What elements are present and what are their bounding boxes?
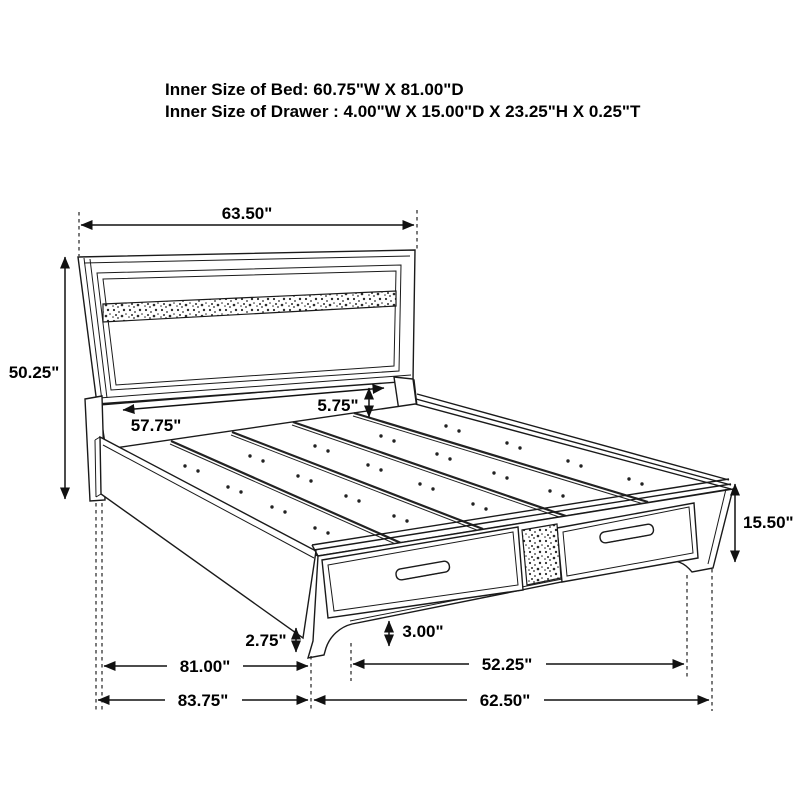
dim-overall-depth-label: 83.75" xyxy=(177,691,229,710)
dim-footboard-width xyxy=(314,688,709,710)
dim-headboard-width-label: 63.50" xyxy=(221,204,273,223)
dim-inner-depth xyxy=(104,654,308,676)
dim-side-rail-bottom-clearance xyxy=(245,628,296,652)
dim-overall-depth xyxy=(98,688,308,710)
dim-headboard-width xyxy=(81,204,414,225)
inner-size-of-bed-text: Inner Size of Bed: 60.75"W X 81.00"D xyxy=(165,80,464,99)
dim-drawer-section-width-label: 52.25" xyxy=(481,655,533,674)
footboard-center-glitter-panel xyxy=(522,524,561,585)
dim-side-rail-bottom-clearance-label: 2.75" xyxy=(245,631,287,650)
dim-drawer-section-width xyxy=(353,652,684,674)
dim-footboard-foot-height-label: 3.00" xyxy=(402,622,444,641)
dim-side-rail-length-label: 57.75" xyxy=(130,416,182,435)
bed-drawing xyxy=(78,250,733,658)
dim-headboard-height xyxy=(9,257,65,499)
dim-footboard-height-label: 15.50" xyxy=(743,513,794,532)
dim-footboard-foot-height xyxy=(389,621,444,646)
dim-footboard-height xyxy=(735,484,794,562)
dim-back-rail-height-label: 5.75" xyxy=(317,396,359,415)
dim-footboard-width-label: 62.50" xyxy=(479,691,531,710)
dim-inner-depth-label: 81.00" xyxy=(179,657,231,676)
inner-size-of-drawer-text: Inner Size of Drawer : 4.00"W X 15.00"D X 23.25"H X 0.25"T xyxy=(165,102,641,121)
dim-headboard-height-label: 50.25" xyxy=(8,363,60,382)
